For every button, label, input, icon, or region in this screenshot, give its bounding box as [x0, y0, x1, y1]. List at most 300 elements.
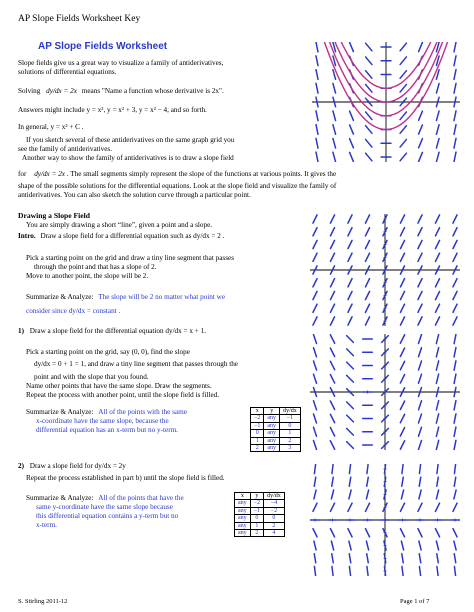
table-2	[234, 492, 285, 537]
summarize-3	[26, 494, 184, 503]
slope-segment	[454, 374, 456, 383]
slope-segment	[436, 348, 438, 357]
slope-segment	[367, 554, 369, 563]
table-row	[251, 422, 301, 429]
slope-segment	[400, 414, 404, 423]
slope-segment	[454, 56, 456, 66]
slope-segment	[400, 71, 406, 79]
slope-segment	[365, 253, 369, 261]
document-title: AP Slope Fields Worksheet Key	[18, 14, 141, 24]
slope-segment	[454, 387, 456, 396]
slope-segment	[367, 566, 368, 575]
table-row	[235, 507, 285, 514]
slope-segment	[402, 464, 403, 473]
slope-segment	[437, 554, 439, 563]
slope-segment	[436, 138, 439, 148]
slope-segment	[418, 414, 421, 423]
pick-line-3: Move to another point, the slope will be 2.	[26, 272, 149, 280]
table-1	[250, 407, 301, 452]
slope-segment	[418, 253, 422, 261]
slope-segment	[366, 71, 372, 79]
table-cell: −4	[264, 500, 285, 507]
slope-segment	[349, 477, 351, 486]
slope-segment	[418, 361, 421, 370]
slope-segment	[365, 503, 369, 511]
slope-segment	[419, 139, 423, 148]
slope-segment	[332, 477, 334, 486]
q1-line-3: point and with the slope that you found.	[34, 373, 149, 381]
table-2-header-slope: dy/dx	[264, 493, 285, 500]
slope-segment	[400, 126, 406, 134]
table-cell: any	[235, 507, 251, 514]
slope-segment	[454, 334, 456, 343]
slope-segment	[418, 240, 422, 248]
table-cell: any	[264, 415, 280, 422]
slope-segment	[347, 402, 354, 409]
slope-segment	[348, 503, 352, 511]
slope-segment	[330, 529, 334, 537]
slope-segment	[454, 541, 456, 550]
slope-segment	[418, 440, 421, 449]
slope-segment	[400, 153, 406, 161]
slope-segment	[436, 152, 439, 162]
slope-segment	[435, 253, 439, 261]
slope-segment	[316, 138, 318, 148]
slope-segment	[316, 125, 318, 135]
slope-segment	[316, 56, 318, 66]
slope-segment	[454, 83, 456, 93]
slope-segment	[418, 503, 422, 511]
for-suffix: . The small segments simply represent the slope of the functions at various points. It gives the	[66, 170, 337, 178]
intro-text: Draw a slope field for a differential equation such as dy/dx = 2 .	[40, 232, 225, 240]
summarize-1-text-2: consider since dy/dx = constant .	[26, 307, 121, 315]
slope-segment	[418, 374, 421, 383]
slope-segment	[435, 240, 439, 248]
table-cell: 1	[251, 437, 264, 444]
slope-segment	[418, 279, 422, 287]
slope-segment	[401, 490, 403, 499]
slope-segment	[313, 334, 316, 343]
slope-segment	[316, 70, 318, 80]
slope-segment	[330, 317, 334, 325]
slope-segment	[454, 125, 456, 135]
table-cell: 2	[251, 445, 264, 452]
slope-segment	[454, 97, 456, 107]
solving-suffix: means "Name a function whose derivative is 2x".	[81, 87, 224, 95]
slope-segment	[313, 279, 317, 287]
slope-segment	[400, 427, 404, 436]
slope-segment	[333, 111, 336, 121]
slope-segment	[454, 414, 456, 423]
slope-segment	[400, 348, 404, 357]
table-1-container	[250, 407, 301, 452]
pick-line-2: through the point and that has a slope of 2.	[34, 263, 157, 271]
slope-segment	[330, 335, 334, 344]
table-cell: 0	[250, 515, 263, 522]
slope-segment	[330, 427, 334, 436]
slope-segment	[332, 554, 334, 563]
solving-equation: dy/dx = 2x	[46, 87, 77, 95]
question-1	[18, 327, 206, 336]
table-cell: 2	[250, 530, 263, 537]
table-cell: any	[235, 530, 251, 537]
slope-segment	[436, 490, 438, 499]
slope-segment	[330, 361, 334, 370]
intro-label: Intro.	[18, 232, 36, 240]
slope-segment	[436, 541, 438, 550]
slope-segment	[454, 70, 456, 80]
slope-segment	[313, 317, 317, 325]
slope-segment	[400, 317, 404, 325]
table-1-header-x: x	[251, 408, 264, 415]
slope-segment	[454, 138, 456, 148]
question-2-label: 2)	[18, 462, 24, 470]
summarize-1	[26, 293, 225, 302]
slope-segment	[330, 228, 334, 236]
slope-segment	[435, 503, 439, 511]
slope-segment	[453, 228, 457, 236]
slope-segment	[419, 42, 423, 51]
slope-segment	[313, 240, 317, 248]
slope-segment	[367, 477, 369, 486]
slope-segment	[366, 490, 368, 499]
table-row	[235, 522, 285, 529]
slope-segment	[349, 554, 351, 563]
slope-segment	[365, 215, 369, 223]
slope-segment	[366, 57, 372, 65]
slope-segment	[313, 414, 316, 423]
sketch-line-1: If you sketch several of these antiderivatives on the same graph grid you	[26, 136, 235, 144]
table-cell: 2	[280, 437, 301, 444]
table-cell: 2	[264, 522, 285, 529]
slope-segment	[436, 125, 439, 135]
slope-segment	[365, 240, 369, 248]
slope-segment	[348, 317, 352, 325]
slope-segment	[454, 152, 456, 162]
sketch-line-2: see the family of antiderivatives.	[18, 145, 113, 153]
table-row	[235, 500, 285, 507]
table-cell: −2	[264, 507, 285, 514]
slope-segment	[453, 291, 457, 299]
slope-segment	[400, 228, 404, 236]
slope-segment	[313, 348, 316, 357]
slope-segment	[313, 361, 316, 370]
slope-segment	[365, 304, 369, 312]
slope-segment	[400, 215, 404, 223]
slope-segment	[454, 477, 456, 486]
summarize-2-label: Summarize & Analyze:	[26, 408, 94, 416]
summarize-2-line-3: differential equation has an x-term but no y-term.	[36, 426, 178, 434]
slope-segment	[418, 348, 421, 357]
drawing-title: Drawing a Slope Field	[18, 211, 90, 220]
slope-segment	[402, 554, 404, 563]
slope-segment	[331, 490, 333, 499]
slope-segment	[333, 138, 336, 148]
slope-segment	[419, 541, 421, 550]
slope-segment	[436, 427, 438, 436]
slope-field-2y	[310, 464, 460, 576]
table-cell: 0	[280, 422, 301, 429]
slope-segment	[313, 253, 317, 261]
table-2-header	[235, 493, 285, 500]
intro-line-2: solutions of differential equations.	[18, 68, 117, 76]
slope-segment	[330, 253, 334, 261]
slope-segment	[418, 317, 422, 325]
slope-segment	[436, 361, 438, 370]
slope-segment	[331, 541, 333, 550]
slope-segment	[453, 503, 457, 511]
q2-line: Repeat the process established in part b) until the slope field is filled.	[26, 474, 225, 482]
slope-segment	[365, 529, 369, 537]
slope-segment	[367, 464, 368, 473]
summarize-3-line-3: this differential equation contains a y-term but no	[36, 512, 179, 520]
slope-segment	[313, 440, 316, 449]
slope-segment	[316, 97, 318, 107]
table-2-header-x: x	[235, 493, 251, 500]
table-row	[251, 415, 301, 422]
summarize-2-line-2: x-coordinate have the same slope, because the	[36, 417, 169, 425]
slope-segment	[330, 279, 334, 287]
slope-segment	[316, 152, 318, 162]
slope-segment	[316, 42, 318, 52]
slope-segment	[435, 228, 439, 236]
slope-segment	[366, 112, 372, 120]
slope-segment	[400, 84, 406, 92]
slope-segment	[313, 427, 316, 436]
slope-segment	[366, 153, 372, 161]
slope-segment	[418, 215, 422, 223]
slope-segment	[419, 554, 421, 563]
slope-segment	[333, 83, 336, 93]
slope-segment	[454, 566, 455, 575]
slope-segment	[384, 477, 386, 486]
footer-page: Page 1 of 7	[400, 598, 430, 605]
slope-segment	[436, 334, 438, 343]
table-row	[251, 430, 301, 437]
q1-line-2: dy/dx = 0 + 1 = 1, and draw a tiny line segment that passes through the	[34, 360, 238, 368]
slope-segment	[418, 304, 422, 312]
slope-segment	[330, 304, 334, 312]
slope-segment	[435, 304, 439, 312]
slope-segment	[419, 464, 420, 473]
slope-segment	[419, 566, 420, 575]
slope-segment	[347, 428, 354, 435]
answers-line: Answers might include y = x², y = x² + 3, y = x² − 4, and so forth.	[18, 106, 207, 114]
slope-segment	[365, 317, 369, 325]
summarize-2-line-1: All of the points with the same	[98, 408, 187, 416]
table-cell: 0	[251, 430, 264, 437]
slope-segment	[347, 442, 354, 449]
sketch-line-3: Another way to show the family of antiderivatives is to draw a slope field	[22, 154, 234, 162]
slope-segment	[435, 291, 439, 299]
slope-segment	[418, 401, 421, 410]
table-1-header	[251, 408, 301, 415]
slope-segment	[453, 529, 457, 537]
slope-segment	[437, 477, 439, 486]
table-cell: 0	[264, 515, 285, 522]
shape-line-1: shape of the possible solutions for the differential equations. Look at the slope field and visualize the family of	[18, 182, 337, 190]
table-cell: 3	[280, 445, 301, 452]
slope-segment	[366, 541, 368, 550]
slope-segment	[418, 228, 422, 236]
table-cell: −2	[251, 415, 264, 422]
slope-segment	[454, 490, 456, 499]
slope-segment	[350, 42, 354, 51]
table-cell: 1	[250, 522, 263, 529]
slope-segment	[349, 464, 350, 473]
slope-segment	[454, 401, 456, 410]
slope-segment	[454, 554, 456, 563]
question-2	[18, 462, 126, 471]
slope-segment	[400, 529, 404, 537]
slope-segment	[313, 291, 317, 299]
slope-segment	[400, 112, 406, 120]
slope-segment	[435, 317, 439, 325]
slope-segment	[347, 362, 354, 369]
slope-segment	[366, 84, 372, 92]
summarize-1-text: The slope will be 2 no matter what point we	[98, 293, 226, 301]
slope-field-2x-with-parabolas	[312, 42, 460, 162]
slope-segment	[348, 279, 352, 287]
slope-field-x-plus-1	[310, 334, 460, 450]
slope-segment	[365, 279, 369, 287]
slope-segment	[400, 374, 404, 383]
slope-segment	[313, 304, 317, 312]
slope-segment	[333, 125, 336, 135]
slope-segment	[350, 139, 354, 148]
q1-line-4: Name other points that have the same slope. Draw the segments.	[26, 382, 212, 390]
question-2-text: Draw a slope field for dy/dx = 2y	[29, 462, 126, 470]
slope-segment	[348, 240, 352, 248]
for-line	[18, 170, 336, 179]
slope-segment	[349, 541, 351, 550]
slope-segment	[400, 304, 404, 312]
slope-segment	[313, 215, 317, 223]
slope-segment	[384, 554, 386, 563]
worksheet-heading: AP Slope Fields Worksheet	[38, 41, 168, 52]
table-row	[235, 530, 285, 537]
slope-segment	[349, 490, 351, 499]
slope-segment	[314, 464, 315, 473]
slope-segment	[400, 253, 404, 261]
slope-segment	[400, 335, 404, 344]
table-1-header-y: y	[264, 408, 280, 415]
table-cell: any	[235, 515, 251, 522]
slope-segment	[454, 440, 456, 449]
slope-segment	[330, 441, 334, 450]
slope-segment	[419, 490, 421, 499]
shape-line-2: antiderivatives. You can also sketch the solution curve through a particular point.	[18, 191, 251, 199]
slope-segment	[314, 541, 316, 550]
slope-segment	[418, 427, 421, 436]
slope-segment	[454, 427, 456, 436]
slope-segment	[436, 374, 438, 383]
summarize-3-line-4: x-term.	[36, 521, 57, 529]
table-cell: 1	[280, 430, 301, 437]
slope-segment	[418, 291, 422, 299]
slope-segment	[400, 291, 404, 299]
table-cell: −1	[280, 415, 301, 422]
slope-segment	[400, 279, 404, 287]
slope-segment	[419, 125, 423, 134]
summarize-2	[26, 408, 187, 417]
slope-segment	[453, 304, 457, 312]
table-cell: any	[264, 445, 280, 452]
slope-segment	[400, 240, 404, 248]
slope-segment	[347, 336, 354, 343]
table-cell: any	[264, 437, 280, 444]
footer-author: S. Stirling 2011-12	[18, 598, 68, 605]
slope-segment	[435, 279, 439, 287]
slope-segment	[402, 566, 403, 575]
slope-segment	[332, 566, 333, 575]
slope-segment	[348, 253, 352, 261]
slope-segment	[400, 401, 404, 410]
slope-segment	[400, 441, 404, 450]
slope-segment	[348, 215, 352, 223]
slope-segment	[348, 228, 352, 236]
slope-segment	[330, 503, 334, 511]
question-1-text: Draw a slope field for the differential equation dy/dx = x + 1.	[29, 327, 207, 335]
slope-segment	[313, 503, 317, 511]
table-cell: −2	[250, 500, 263, 507]
intro-line-1: Slope fields give us a great way to visualize a family of antiderivatives,	[18, 59, 224, 67]
slope-segment	[332, 464, 333, 473]
general-line: In general, y = x² + C .	[18, 123, 84, 131]
slope-segment	[316, 83, 318, 93]
slope-segment	[418, 529, 422, 537]
slope-segment	[333, 152, 336, 162]
slope-segment	[330, 240, 334, 248]
slope-segment	[435, 529, 439, 537]
slope-segment	[314, 566, 315, 575]
slope-segment	[453, 279, 457, 287]
table-2-container	[234, 492, 285, 537]
table-row	[251, 437, 301, 444]
slope-segment	[436, 111, 439, 121]
drawing-line: You are simply drawing a short “line”, given a point and a slope.	[26, 221, 213, 229]
table-cell: any	[264, 422, 280, 429]
slope-segment	[437, 464, 438, 473]
slope-segment	[419, 111, 423, 120]
for-equation: dy/dx = 2x	[34, 170, 65, 178]
slope-segment	[347, 349, 354, 356]
slope-segment	[330, 215, 334, 223]
slope-segment	[349, 566, 350, 575]
slope-segment	[313, 529, 317, 537]
slope-segment	[436, 414, 438, 423]
q1-line-1: Pick a starting point on the grid, say (0, 0), find the slope	[26, 348, 190, 356]
summarize-1-label: Summarize & Analyze:	[26, 293, 94, 301]
pick-line-1: Pick a starting point on the grid and draw a tiny line segment that passes	[26, 254, 234, 262]
slope-segment	[330, 291, 334, 299]
slope-segment	[400, 43, 406, 51]
slope-segment	[330, 374, 334, 383]
summarize-3-line-2: same y-coordinate have the same slope because	[36, 503, 173, 511]
slope-segment	[313, 401, 316, 410]
for-prefix: for	[18, 170, 27, 178]
slope-segment	[366, 139, 372, 147]
slope-segment	[400, 57, 406, 65]
slope-segment	[314, 477, 316, 486]
slope-segment	[314, 554, 316, 563]
slope-segment	[453, 240, 457, 248]
slope-segment	[419, 477, 421, 486]
table-row	[235, 515, 285, 522]
table-2-header-y: y	[250, 493, 263, 500]
slope-segment	[436, 440, 438, 449]
table-1-header-slope: dy/dx	[280, 408, 301, 415]
